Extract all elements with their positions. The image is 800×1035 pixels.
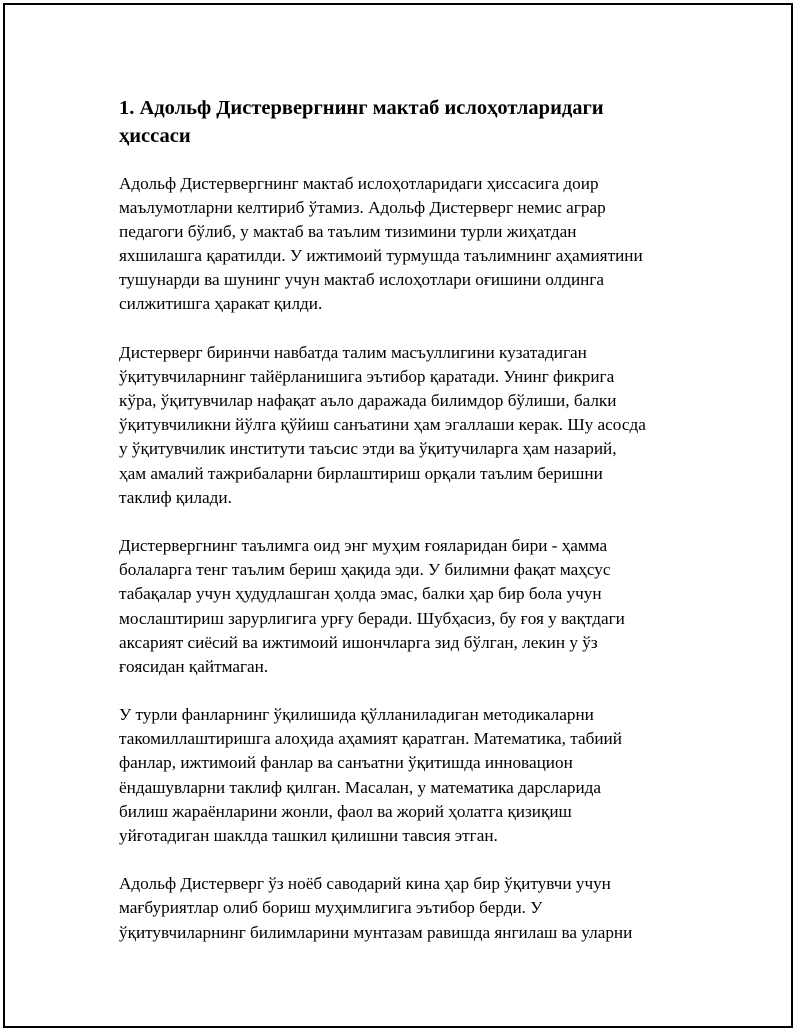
paragraph-4 bbox=[119, 703, 679, 848]
text-line: табақалар учун ҳудудлашган ҳолда эмас, балки ҳар бир бола учун bbox=[119, 584, 602, 604]
paragraph-3 bbox=[119, 534, 679, 679]
text-line: У турли фанларнинг ўқилишида қўлланиладиган методикаларни bbox=[119, 705, 594, 725]
text-line: Адольф Дистервергнинг мактаб ислоҳотларидаги ҳиссасига доир bbox=[119, 174, 599, 193]
heading-line: 1. Адольф Дистервергнинг мактаб ислоҳотларидаги bbox=[119, 97, 604, 119]
text-line: ғоясидан қайтмаган. bbox=[119, 656, 269, 676]
text-line: ўқитувчиларнинг тайёрланишига эътибор қаратади. Унинг фикрига bbox=[119, 367, 615, 387]
paragraph-2 bbox=[119, 341, 679, 510]
text-line: педагоги бўлиб, у мактаб ва таълим тизимини турли жиҳатдан bbox=[119, 222, 577, 242]
text-line: уйғотадиган шаклда ташкил қилишни тавсия этган. bbox=[119, 825, 498, 845]
text-line: ўқитувчиликни йўлга қўйиш санъатини ҳам эгаллаши керак. Шу асосда bbox=[119, 415, 646, 435]
text-line: ўқитувчиларнинг билимларини мунтазам равишда янгилаш ва уларни bbox=[119, 922, 633, 942]
paragraph-5 bbox=[119, 872, 679, 944]
text-line: аксарият сиёсий ва ижтимоий ишончларга зид бўлган, лекин у ўз bbox=[119, 632, 598, 652]
text-line: ҳам амалий тажрибаларни бирлаштириш орқали таълим беришни bbox=[119, 463, 603, 483]
text-line: болаларга тенг таълим бериш ҳақида эди. У билимни фақат маҳсус bbox=[119, 560, 611, 580]
text-line: яхшилашга қаратилди. У ижтимоий турмушда таълимнинг аҳамиятини bbox=[119, 246, 643, 266]
text-line: маълумотларни келтириб ўтамиз. Адольф Дистерверг немис аграр bbox=[119, 198, 606, 218]
text-line: билиш жараёнларини жонли, фаол ва жорий ҳолатга қизиқиш bbox=[119, 801, 572, 821]
heading-line: ҳиссаси bbox=[119, 125, 191, 147]
text-line: у ўқитувчилик институти таъсис этди ва ўқитучиларга ҳам назарий, bbox=[119, 439, 617, 459]
text-line: тушунарди ва шунинг учун мактаб ислоҳотлари оғишини олдинга bbox=[119, 270, 605, 290]
text-line: Адольф Дистерверг ўз ноёб саводарий кина ҳар бир ўқитувчи учун bbox=[119, 874, 611, 894]
text-line: такомиллаштиришга алоҳида аҳамият қаратган. Математика, табиий bbox=[119, 729, 622, 749]
text-line: фанлар, ижтимоий фанлар ва санъатни ўқитишда инновацион bbox=[119, 753, 573, 773]
text-line: мослаштириш зарурлигига урғу беради. Шубҳасиз, бу ғоя у вақтдаги bbox=[119, 608, 625, 628]
text-line: мағбуриятлар олиб бориш муҳимлигига эътибор берди. У bbox=[119, 898, 543, 918]
text-line: Дистерверг биринчи навбатда талим масъуллигини кузатадиган bbox=[119, 343, 587, 363]
text-line: Дистервергнинг таълимга оид энг муҳим ғояларидан бири - ҳамма bbox=[119, 536, 608, 556]
section-heading bbox=[119, 94, 679, 150]
text-line: ёндашувларни таклиф қилган. Масалан, у математика дарсларида bbox=[119, 777, 602, 797]
document-body bbox=[119, 94, 679, 969]
paragraph-1 bbox=[119, 172, 679, 317]
text-line: кўра, ўқитувчилар нафақат аъло даражада билимдор бўлиши, балки bbox=[119, 391, 617, 411]
text-line: силжитишга ҳаракат қилди. bbox=[119, 294, 323, 314]
text-line: таклиф қилади. bbox=[119, 487, 232, 507]
